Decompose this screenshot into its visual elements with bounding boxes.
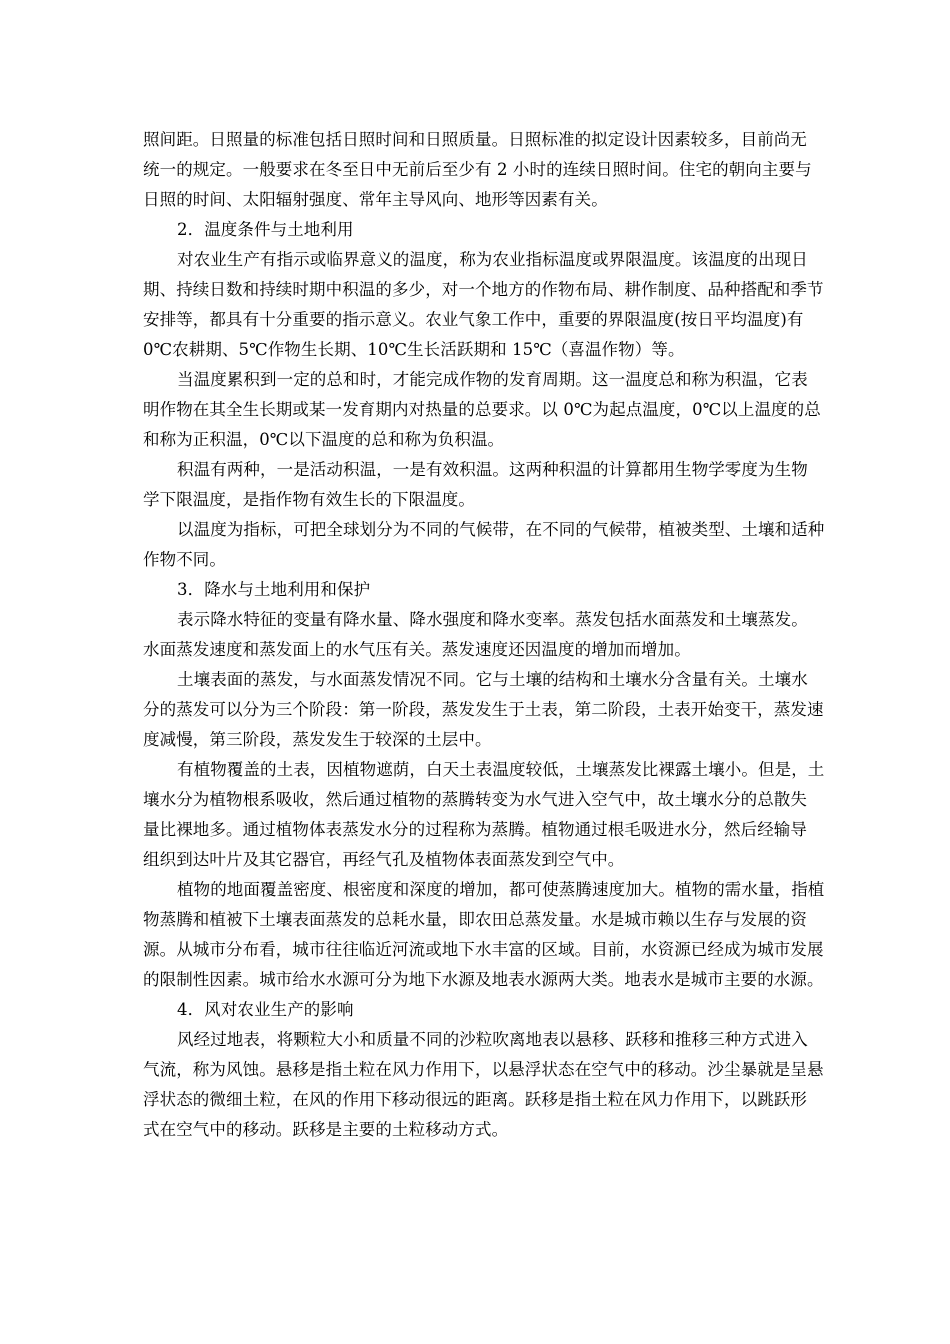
section-heading: 2．温度条件与土地利用 xyxy=(177,220,354,239)
text-line: 当温度累积到一定的总和时，才能完成作物的发育周期。这一温度总和称为积温，它表 xyxy=(177,370,808,389)
text-line: 植物的地面覆盖密度、根密度和深度的增加，都可使蒸腾速度加大。植物的需水量，指植 xyxy=(177,880,825,899)
text-line: 组织到达叶片及其它器官，再经气孔及植物体表面蒸发到空气中。 xyxy=(143,850,625,869)
text-line: 0℃农耕期、5℃作物生长期、10℃生长活跃期和 15℃（喜温作物）等。 xyxy=(143,340,685,359)
text-line: 分的蒸发可以分为三个阶段：第一阶段，蒸发发生于土表，第二阶段，土表开始变干，蒸发速 xyxy=(143,700,824,719)
text-line: 表示降水特征的变量有降水量、降水强度和降水变率。蒸发包括水面蒸发和土壤蒸发。 xyxy=(177,610,808,629)
text-line: 学下限温度，是指作物有效生长的下限温度。 xyxy=(143,490,475,509)
text-line: 度减慢，第三阶段，蒸发发生于较深的土层中。 xyxy=(143,730,492,749)
text-line: 水面蒸发速度和蒸发面上的水气压有关。蒸发速度还因温度的增加而增加。 xyxy=(143,640,691,659)
text-line: 安排等，都具有十分重要的指示意义。农业气象工作中，重要的界限温度(按日平均温度)有 xyxy=(143,310,804,329)
text-line: 物蒸腾和植被下土壤表面蒸发的总耗水量，即农田总蒸发量。水是城市赖以生存与发展的资 xyxy=(143,910,807,929)
text-line: 风经过地表，将颗粒大小和质量不同的沙粒吹离地表以悬移、跃移和推移三种方式进入 xyxy=(177,1030,808,1049)
text-line: 对农业生产有指示或临界意义的温度，称为农业指标温度或界限温度。该温度的出现日 xyxy=(177,250,808,269)
text-line: 土壤表面的蒸发，与水面蒸发情况不同。它与土壤的结构和土壤水分含量有关。土壤水 xyxy=(177,670,808,689)
text-line: 有植物覆盖的土表，因植物遮荫，白天土表温度较低，土壤蒸发比裸露土壤小。但是，土 xyxy=(177,760,825,779)
text-line: 量比裸地多。通过植物体表蒸发水分的过程称为蒸腾。植物通过根毛吸进水分，然后经输导 xyxy=(143,820,807,839)
section-heading: 4．风对农业生产的影响 xyxy=(177,1000,354,1019)
text-line: 源。从城市分布看，城市往往临近河流或地下水丰富的区域。目前，水资源已经成为城市发展 xyxy=(143,940,824,959)
text-line: 式在空气中的移动。跃移是主要的土粒移动方式。 xyxy=(143,1120,509,1139)
text-line: 气流，称为风蚀。悬移是指土粒在风力作用下，以悬浮状态在空气中的移动。沙尘暴就是呈悬 xyxy=(143,1060,824,1079)
text-line: 照间距。日照量的标准包括日照时间和日照质量。日照标准的拟定设计因素较多，目前尚无 xyxy=(143,130,807,149)
text-line: 的限制性因素。城市给水水源可分为地下水源及地表水源两大类。地表水是城市主要的水源。 xyxy=(143,970,824,989)
text-line: 明作物在其全生长期或某一发育期内对热量的总要求。以 0℃为起点温度，0℃以上温度的总 xyxy=(143,400,821,419)
text-line: 浮状态的微细土粒，在风的作用下移动很远的距离。跃移是指土粒在风力作用下，以跳跃形 xyxy=(143,1090,807,1109)
text-line: 以温度为指标，可把全球划分为不同的气候带，在不同的气候带，植被类型、土壤和适种 xyxy=(177,520,825,539)
text-line: 作物不同。 xyxy=(143,550,226,569)
text-line: 期、持续日数和持续时期中积温的多少，对一个地方的作物布局、耕作制度、品种搭配和季节 xyxy=(143,280,824,299)
text-line: 日照的时间、太阳辐射强度、常年主导风向、地形等因素有关。 xyxy=(143,190,608,209)
text-line: 统一的规定。一般要求在冬至日中无前后至少有 2 小时的连续日照时间。住宅的朝向主要与 xyxy=(143,160,812,179)
text-line: 和称为正积温，0℃以下温度的总和称为负积温。 xyxy=(143,430,505,449)
section-heading: 3．降水与土地利用和保护 xyxy=(177,580,371,599)
text-line: 壤水分为植物根系吸收，然后通过植物的蒸腾转变为水气进入空气中，故土壤水分的总散失 xyxy=(143,790,807,809)
text-line: 积温有两种，一是活动积温，一是有效积温。这两种积温的计算都用生物学零度为生物 xyxy=(177,460,808,479)
